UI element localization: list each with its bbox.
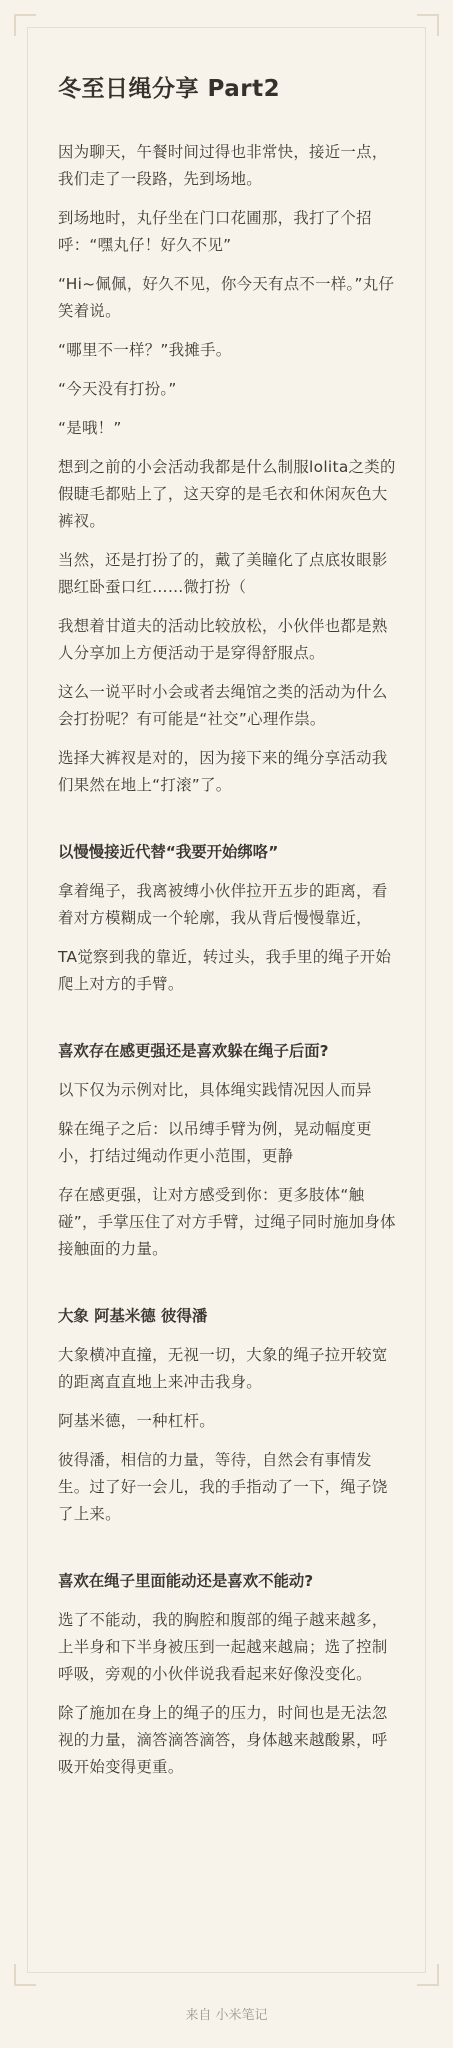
section-heading: 喜欢在绳子里面能动还是喜欢不能动? — [58, 1572, 314, 1590]
paragraph: “是哦！” — [58, 419, 122, 437]
frame-corner-bottom-left — [14, 1964, 36, 1986]
paragraph: 拿着绳子，我离被缚小伙伴拉开五步的距离，看着对方模糊成一个轮廓，我从背后慢慢靠近， — [58, 882, 388, 927]
source-footer: 来自 小米笔记 — [185, 2008, 268, 2023]
paragraph: 到场地时，丸仔坐在门口花圃那，我打了个招呼：“嘿丸仔！好久不见” — [58, 209, 372, 254]
paragraph: TA觉察到我的靠近，转过头，我手里的绳子开始爬上对方的手臂。 — [58, 948, 392, 993]
paragraph: 躲在绳子之后：以吊缚手臂为例，晃动幅度更小，打结过绳动作更小范围，更静 — [58, 1120, 372, 1165]
section-heading: 以慢慢接近代替“我要开始绑咯” — [58, 843, 279, 861]
note-content — [58, 70, 396, 1793]
paragraph: “哪里不一样？”我摊手。 — [58, 341, 232, 359]
paragraph: “Hi~佩佩，好久不见，你今天有点不一样。”丸仔笑着说。 — [58, 275, 395, 320]
paragraph: 存在感更强，让对方感受到你：更多肢体“触碰”，手掌压住了对方手臂，过绳子同时施加身体接触面的力量。 — [58, 1186, 396, 1258]
paragraph: 除了施加在身上的绳子的压力，时间也是无法忽视的力量，滴答滴答滴答，身体越来越酸累，呼吸开始变得更重。 — [58, 1704, 388, 1776]
section-heading: 喜欢存在感更强还是喜欢躲在绳子后面? — [58, 1042, 329, 1060]
paragraph: 我想着甘道夫的活动比较放松，小伙伴也都是熟人分享加上方便活动于是穿得舒服点。 — [58, 617, 388, 662]
paragraph: 因为聊天，午餐时间过得也非常快，接近一点，我们走了一段路，先到场地。 — [58, 143, 388, 188]
paragraph: 以下仅为示例对比，具体绳实践情况因人而异 — [58, 1081, 372, 1099]
note-title: 冬至日绳分享 Part2 — [58, 76, 281, 102]
paragraph: 阿基米德，一种杠杆。 — [58, 1412, 215, 1430]
paragraph: 当然，还是打扮了的，戴了美瞳化了点底妆眼影腮红卧蚕口红……微打扮（ — [58, 551, 388, 596]
paragraph: 这么一说平时小会或者去绳馆之类的活动为什么会打扮呢？有可能是“社交”心理作祟。 — [58, 683, 388, 728]
paragraph: 彼得潘，相信的力量，等待，自然会有事情发生。过了好一会儿，我的手指动了一下，绳子饶了上来。 — [58, 1451, 388, 1523]
paragraph: 选择大裤衩是对的，因为接下来的绳分享活动我们果然在地上“打滚”了。 — [58, 749, 388, 794]
frame-corner-top-left — [14, 14, 36, 36]
frame-corner-bottom-right — [417, 1964, 439, 1986]
section-heading: 大象 阿基米德 彼得潘 — [58, 1307, 208, 1325]
paragraph: “今天没有打扮。” — [58, 380, 177, 398]
paragraph: 想到之前的小会活动我都是什么制服lolita之类的假睫毛都贴上了，这天穿的是毛衣和休闲灰色大裤衩。 — [58, 458, 396, 530]
frame-corner-top-right — [417, 14, 439, 36]
paragraph: 选了不能动，我的胸腔和腹部的绳子越来越多，上半身和下半身被压到一起越来越扁；选了控制呼吸，旁观的小伙伴说我看起来好像没变化。 — [58, 1611, 388, 1683]
paragraph: 大象横冲直撞，无视一切，大象的绳子拉开较宽的距离直直地上来冲击我身。 — [58, 1346, 388, 1391]
